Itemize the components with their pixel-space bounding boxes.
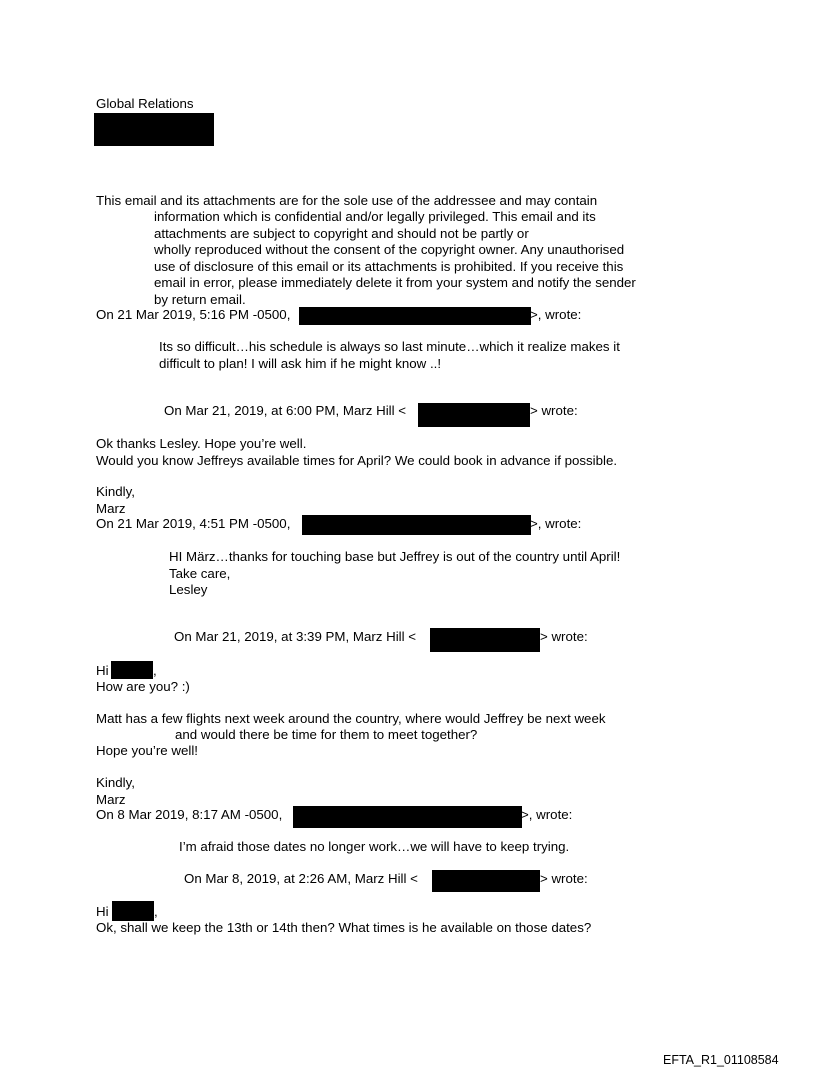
msg4-header-suffix: > wrote:	[540, 629, 588, 644]
msg3-body	[169, 549, 620, 599]
redaction-block	[430, 628, 540, 652]
disclaimer-line: by return email.	[154, 291, 246, 307]
msg3-header-suffix: >, wrote:	[530, 516, 582, 531]
msg1-header-prefix: On 21 Mar 2019, 5:16 PM -0500,	[96, 307, 291, 322]
msg6-greeting-suffix: ,	[154, 904, 158, 919]
msg4-greeting-prefix: Hi	[96, 663, 109, 678]
disclaimer-line: email in error, please immediately delete it from your system and notify the sender	[154, 275, 636, 290]
msg3-header-prefix: On 21 Mar 2019, 4:51 PM -0500,	[96, 516, 291, 531]
signoff-line: Kindly,	[96, 775, 135, 790]
msg5-header-suffix: >, wrote:	[521, 807, 573, 822]
disclaimer-line: information which is confidential and/or legally privileged. This email and its	[154, 209, 596, 224]
disclaimer-line: use of disclosure of this email or its attachments is prohibited. If you receive this	[154, 258, 624, 274]
msg5-header-prefix: On 8 Mar 2019, 8:17 AM -0500,	[96, 807, 283, 822]
msg4-greeting-suffix: ,	[153, 663, 157, 678]
msg6-header-suffix: > wrote:	[540, 871, 588, 886]
msg4-signoff	[96, 775, 135, 808]
msg1-body-line: difficult to plan! I will ask him if he might know ..!	[159, 355, 442, 371]
msg2-body-line: Ok thanks Lesley. Hope you’re well.	[96, 436, 307, 451]
msg2-body-line: Would you know Jeffreys available times for April? We could book in advance if possible.	[96, 452, 618, 468]
msg3-body-line: HI März…thanks for touching base but Jeffrey is out of the country until April!	[169, 549, 621, 564]
msg4-paragraph-line: Hope you’re well!	[96, 743, 198, 758]
msg6-header-prefix: On Mar 8, 2019, at 2:26 AM, Marz Hill <	[184, 871, 418, 886]
msg2-header-suffix: > wrote:	[530, 403, 578, 418]
msg1-body	[159, 339, 620, 372]
msg4-paragraph-line: Matt has a few flights next week around the country, where would Jeffrey be next week	[96, 711, 606, 726]
signoff-line: Marz	[96, 791, 126, 807]
msg4-paragraph-line: and would there be time for them to meet together?	[175, 727, 478, 742]
signoff-line: Kindly,	[96, 484, 135, 499]
redaction-block	[94, 113, 214, 146]
disclaimer-first-line: This email and its attachments are for the sole use of the addressee and may contain	[96, 193, 598, 208]
signoff-line: Marz	[96, 500, 126, 516]
msg3-body-line: Take care,	[169, 565, 231, 581]
disclaimer-line: attachments are subject to copyright and should not be partly or	[154, 225, 529, 241]
msg2-body	[96, 436, 617, 469]
redaction-block	[418, 403, 530, 427]
msg1-body-line: Its so difficult…his schedule is always so last minute…which it realize makes it	[159, 339, 620, 354]
org-name: Global Relations	[96, 96, 194, 111]
redaction-block	[293, 806, 522, 828]
msg4-line: How are you? :)	[96, 679, 190, 694]
redaction-block	[112, 901, 154, 921]
disclaimer-line: wholly reproduced without the consent of the copyright owner. Any unauthorised	[154, 242, 625, 257]
msg2-signoff	[96, 484, 135, 517]
msg6-greeting-prefix: Hi	[96, 904, 109, 919]
document-id: EFTA_R1_01108584	[663, 1053, 779, 1067]
msg2-header-prefix: On Mar 21, 2019, at 6:00 PM, Marz Hill <	[164, 403, 407, 418]
msg5-body: I’m afraid those dates no longer work…we will have to keep trying.	[179, 839, 570, 854]
redaction-block	[302, 515, 531, 535]
redaction-block	[299, 307, 531, 325]
redaction-block	[111, 661, 153, 679]
msg6-body: Ok, shall we keep the 13th or 14th then? What times is he available on those dates?	[96, 920, 592, 935]
msg4-header-prefix: On Mar 21, 2019, at 3:39 PM, Marz Hill <	[174, 629, 417, 644]
msg1-header-suffix: >, wrote:	[530, 307, 582, 322]
msg3-body-line: Lesley	[169, 582, 208, 597]
disclaimer-body	[154, 209, 636, 308]
redaction-block	[432, 870, 540, 892]
